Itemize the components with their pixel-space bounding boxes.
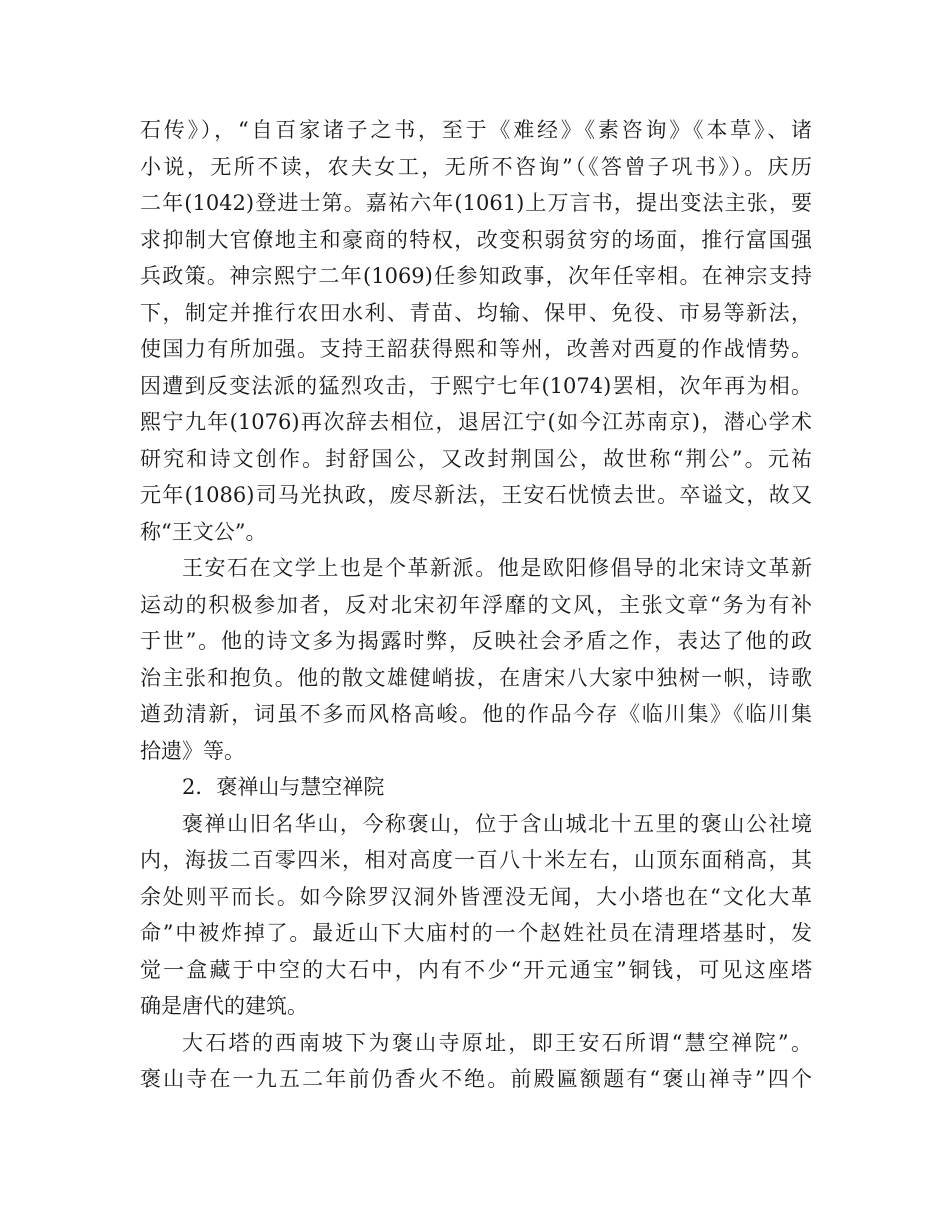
paragraph-literature [140, 550, 812, 769]
text-line: 小说，无所不读，农夫女工，无所不咨询”（《答曾子巩书》）。庆历 [140, 154, 812, 179]
section-heading [140, 769, 812, 806]
text-line: 拾遗》等。 [140, 738, 245, 763]
document-page [140, 112, 812, 1098]
text-line: 使国力有所加强。支持王韶获得熙和等州，改善对西夏的作战情势。 [140, 337, 812, 361]
text-line: 元年(1086)司马光执政，废尽新法，王安石忧愤去世。卒谥文，故又 [140, 483, 812, 507]
text-line: 熙宁九年(1076)再次辞去相位，退居江宁(如今江苏南京)，潜心学术 [140, 410, 812, 434]
text-line: 余处则平而长。如今除罗汉洞外皆湮没无闻，大小塔也在“文化大革 [140, 884, 812, 909]
text-line: 于世”。他的诗文多为揭露时弊，反映社会矛盾之作，表达了他的政 [140, 629, 812, 653]
text-line: 内，海拔二百零四米，相对高度一百八十米左右，山顶东面稍高，其 [140, 848, 812, 872]
text-line: 研究和诗文创作。封舒国公，又改封荆国公，故世称“荆公”。元祐 [140, 446, 812, 471]
text-line: 命”中被炸掉了。最近山下大庙村的一个赵姓社员在清理塔基时，发 [140, 921, 812, 945]
text-line: 兵政策。神宗熙宁二年(1069)任参知政事，次年任宰相。在神宗支持 [140, 264, 812, 288]
text-line: 二年(1042)登进士第。嘉祐六年(1061)上万言书，提出变法主张，要 [140, 191, 812, 215]
text-line: 确是唐代的建筑。 [140, 994, 308, 1018]
text-line: 遒劲清新，词虽不多而风格高峻。他的作品今存《临川集》《临川集 [140, 702, 812, 726]
text-line: 觉一盒藏于中空的大石中，内有不少“开元通宝”铜钱，可见这座塔 [140, 957, 812, 982]
text-line: 大石塔的西南坡下为褒山寺原址，即王安石所谓“慧空禅院”。 [182, 1030, 812, 1055]
paragraph-biography [140, 112, 812, 550]
text-line: 王安石在文学上也是个革新派。他是欧阳修倡导的北宋诗文革新 [182, 556, 812, 580]
text-line: 褒山寺在一九五二年前仍香火不绝。前殿匾额题有“褒山禅寺”四个 [140, 1067, 812, 1091]
text-line: 石传》），“自百家诸子之书，至于《难经》《素咨询》《本草》、诸 [140, 118, 812, 142]
text-line: 求抑制大官僚地主和豪商的特权，改变积弱贫穷的场面，推行富国强 [140, 227, 812, 252]
paragraph-mountain [140, 806, 812, 1025]
paragraph-temple [140, 1025, 812, 1098]
text-line: 称“王文公”。 [140, 519, 267, 544]
text-line: 褒禅山旧名华山，今称褒山，位于含山城北十五里的褒山公社境 [182, 811, 812, 836]
text-line: 下，制定并推行农田水利、青苗、均输、保甲、免役、市易等新法， [140, 300, 812, 325]
text-line: 因遭到反变法派的猛烈攻击，于熙宁七年(1074)罢相，次年再为相。 [140, 373, 812, 398]
text-line: 治主张和抱负。他的散文雄健峭拔，在唐宋八大家中独树一帜，诗歌 [140, 665, 812, 690]
section-heading-text: 2．褒禅山与慧空禅院 [182, 775, 385, 799]
text-line: 运动的积极参加者，反对北宋初年浮靡的文风，主张文章“务为有补 [140, 592, 812, 617]
